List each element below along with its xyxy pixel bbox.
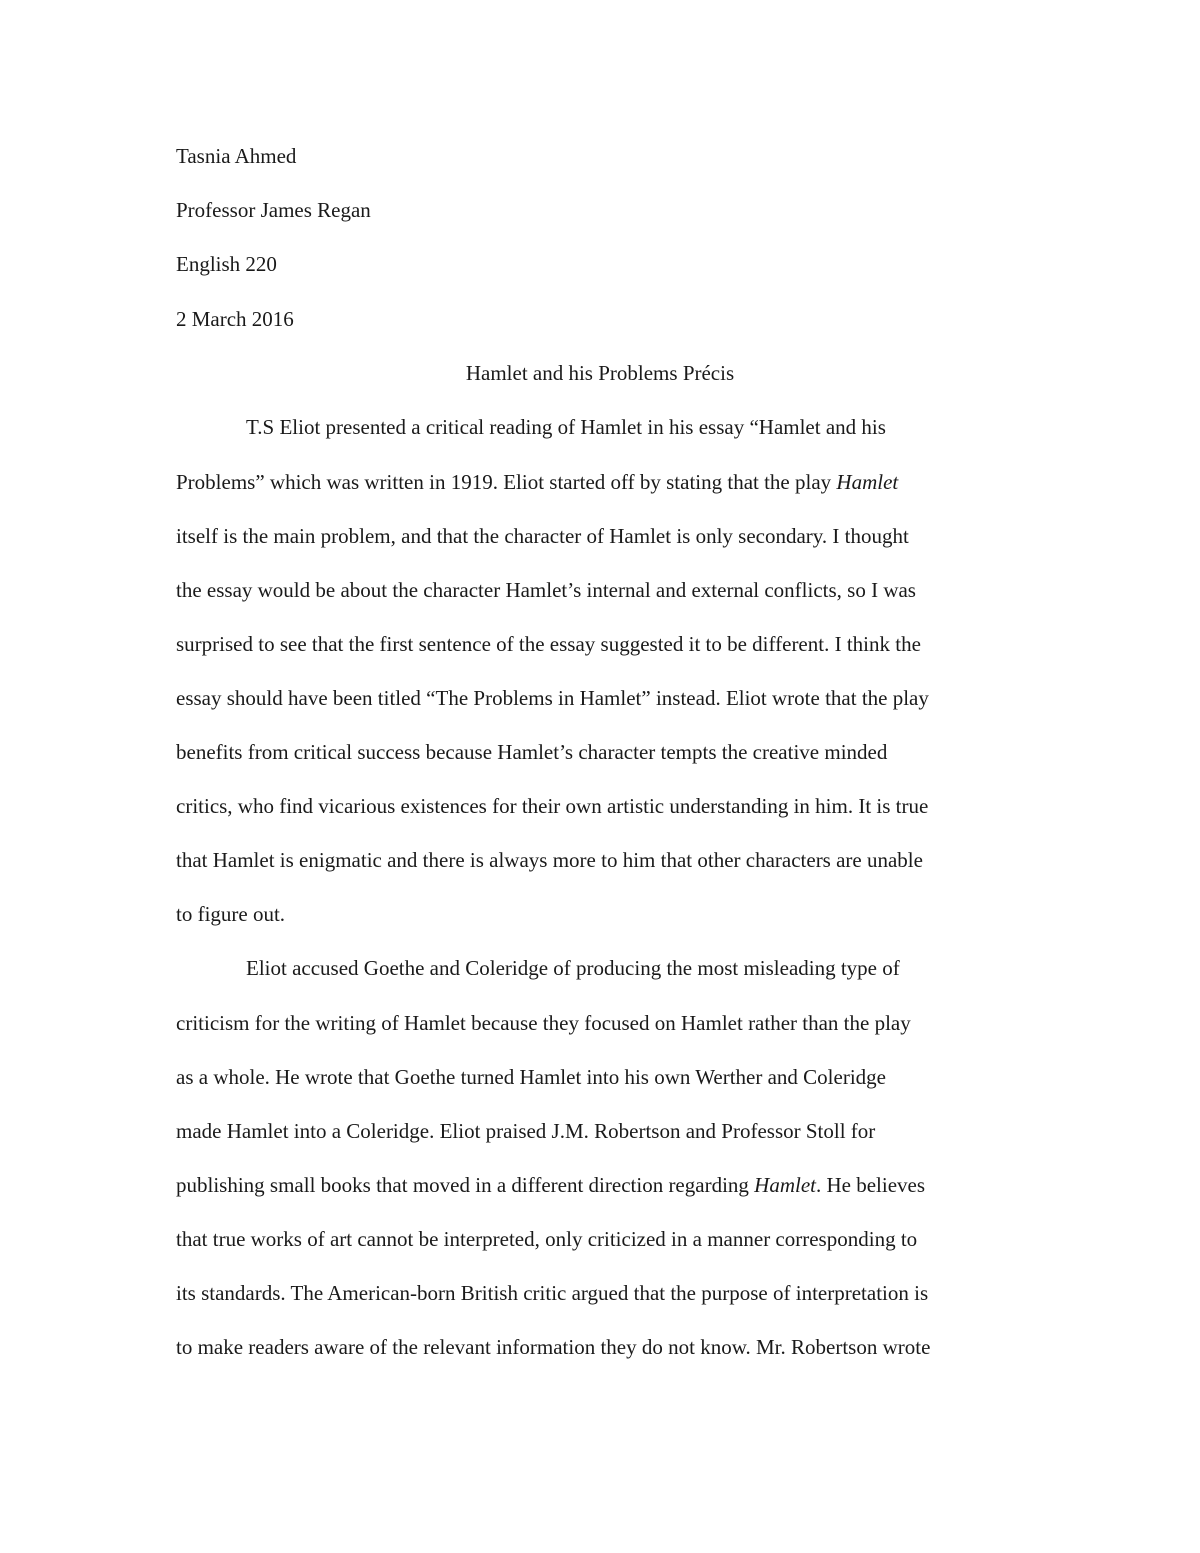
paragraph-1-line: essay should have been titled “The Problems in Hamlet” instead. Eliot wrote that the play [176, 686, 929, 710]
paragraph-2-line: criticism for the writing of Hamlet because they focused on Hamlet rather than the play [176, 1011, 911, 1035]
paragraph-1-line: benefits from critical success because Hamlet’s character tempts the creative minded [176, 740, 888, 764]
professor-name: Professor James Regan [176, 198, 371, 222]
paragraph-1-line: surprised to see that the first sentence of the essay suggested it to be different. I think the [176, 632, 921, 656]
paragraph-2-line: publishing small books that moved in a different direction regarding Hamlet. He believes [176, 1173, 926, 1197]
paragraph-1-line: Problems” which was written in 1919. Eliot started off by stating that the play Hamlet [176, 470, 899, 494]
paragraph-1-line: to figure out. [176, 902, 286, 926]
document-title: Hamlet and his Problems Précis [465, 361, 735, 385]
paragraph-1-line: T.S Eliot presented a critical reading of Hamlet in his essay “Hamlet and his [246, 415, 886, 439]
paragraph-1-line: itself is the main problem, and that the character of Hamlet is only secondary. I thought [176, 524, 909, 548]
paragraph-1-line: that Hamlet is enigmatic and there is always more to him that other characters are unable [176, 848, 923, 872]
paragraph-2-line: that true works of art cannot be interpreted, only criticized in a manner corresponding to [176, 1227, 918, 1251]
paragraph-2-line: to make readers aware of the relevant information they do not know. Mr. Robertson wrote [176, 1335, 931, 1359]
paragraph-1-line: critics, who find vicarious existences for their own artistic understanding in him. It is true [176, 794, 929, 818]
italic-title: Hamlet [836, 470, 899, 494]
document-date: 2 March 2016 [176, 307, 294, 331]
author-name: Tasnia Ahmed [176, 144, 297, 168]
paragraph-2-line: made Hamlet into a Coleridge. Eliot praised J.M. Robertson and Professor Stoll for [176, 1119, 876, 1143]
paragraph-2-line: its standards. The American-born British critic argued that the purpose of interpretation is [176, 1281, 929, 1305]
paragraph-2-line: Eliot accused Goethe and Coleridge of producing the most misleading type of [246, 956, 900, 980]
course-name: English 220 [176, 252, 277, 276]
italic-title: Hamlet [754, 1173, 816, 1197]
paragraph-2-line: as a whole. He wrote that Goethe turned Hamlet into his own Werther and Coleridge [176, 1065, 886, 1089]
paragraph-1-line: the essay would be about the character Hamlet’s internal and external conflicts, so I was [176, 578, 916, 602]
